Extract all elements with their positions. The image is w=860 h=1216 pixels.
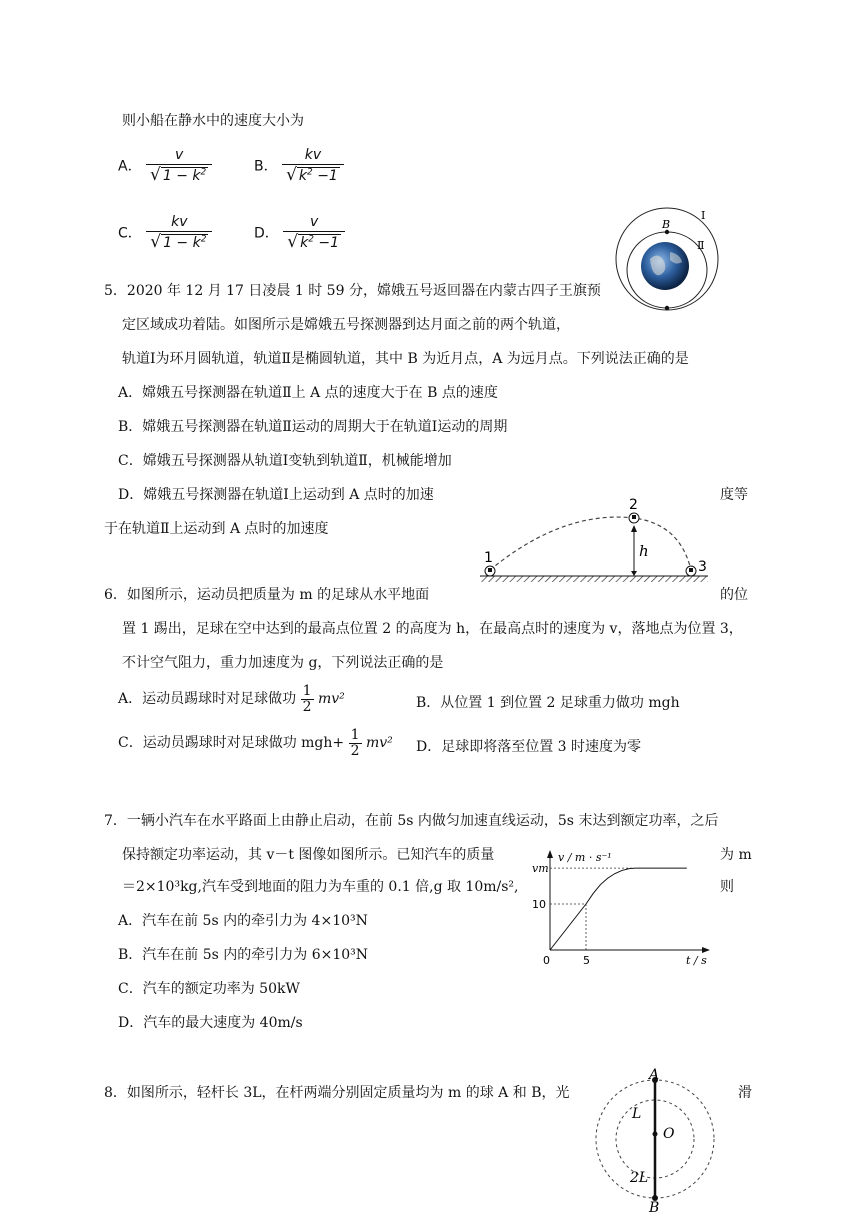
den-text: k xyxy=(298,168,308,185)
option-d xyxy=(254,215,345,252)
question-6-line3: 不计空气阻力，重力加速度为 g，下列说法正确的是 xyxy=(122,655,444,671)
option-formula: mv² xyxy=(317,691,345,708)
numerator: v xyxy=(175,147,184,163)
fraction xyxy=(146,148,212,185)
question-7-line2-tail: 为 m xyxy=(720,847,752,863)
label-position-2: 2 xyxy=(629,497,638,513)
den-text: k xyxy=(300,235,309,252)
question-8-line1: 8．如图所示，轻杆长 3L，在杆两端分别固定质量均为 m 的球 A 和 B，光 xyxy=(104,1085,570,1101)
question-6-option-a xyxy=(118,684,345,714)
question-7-option-a: A．汽车在前 5s 内的牵引力为 4×10³N xyxy=(118,913,368,929)
question-5-option-d: D．嫦娥五号探测器在轨道Ⅰ上运动到 A 点时的加速 xyxy=(118,487,434,503)
orbit-figure xyxy=(612,204,724,314)
question-5-option-a: A．嫦娥五号探测器在轨道Ⅱ上 A 点的速度大于在 B 点的速度 xyxy=(118,385,498,401)
den-sup: 2 xyxy=(200,167,207,178)
ground-hatch xyxy=(480,576,708,582)
option-b xyxy=(254,148,344,185)
point-a xyxy=(665,306,669,310)
label-orbit-ii: Ⅱ xyxy=(697,239,705,252)
option-formula: mv² xyxy=(365,735,393,752)
vt-chart xyxy=(530,846,716,970)
option-c xyxy=(118,215,212,252)
option-label: D． xyxy=(254,225,279,242)
question-8-line1-tail: 滑 xyxy=(738,1085,752,1101)
numerator: 1 xyxy=(302,683,312,699)
label-h: h xyxy=(639,542,649,560)
series-line-0 xyxy=(550,904,586,950)
question-6-line1: 6．如图所示，运动员把质量为 m 的足球从水平地面 xyxy=(104,587,430,603)
den-sup: 2 xyxy=(308,234,314,245)
question-7-option-d: D．汽车的最大速度为 40m/s xyxy=(118,1015,303,1031)
den-tail: −1 xyxy=(312,168,338,185)
numerator: 1 xyxy=(350,727,360,743)
denominator xyxy=(282,164,344,185)
label-a: A xyxy=(649,1068,660,1083)
question-6-option-d: D．足球即将落至位置 3 时速度为零 xyxy=(416,739,642,755)
question-text: 则小船在静水中的速度大小为 xyxy=(122,113,304,129)
option-label: B． xyxy=(254,158,278,175)
label-orbit-i: Ⅰ xyxy=(701,209,706,222)
question-7-line2: 保持额定功率运动，其 v－t 图像如图所示。已知汽车的质量 xyxy=(122,847,495,863)
option-label: A． xyxy=(118,158,142,175)
den-sup: 2 xyxy=(307,167,313,178)
option-text: C．运动员踢球时对足球做功 mgh+ xyxy=(118,735,345,752)
numerator: v xyxy=(309,214,319,230)
question-6-option-c xyxy=(118,728,393,758)
question-5-line1: 5．2020 年 12 月 17 日凌晨 1 时 59 分，嫦娥五号返回器在内蒙古四子王旗预 xyxy=(104,283,601,299)
fraction-half xyxy=(349,728,362,758)
denominator: 2 xyxy=(302,698,312,715)
option-label: C． xyxy=(118,225,142,242)
denominator xyxy=(146,164,212,185)
fraction xyxy=(283,215,345,252)
question-5-option-c: C．嫦娥五号探测器从轨道Ⅰ变轨到轨道Ⅱ，机械能增加 xyxy=(118,453,452,469)
label-b: B xyxy=(662,218,671,231)
y-axis-label: v / m · s⁻¹ xyxy=(558,851,612,864)
question-5-option-b: B．嫦娥五号探测器在轨道Ⅱ运动的周期大于在轨道Ⅰ运动的周期 xyxy=(118,419,508,435)
label-position-3: 3 xyxy=(698,559,707,575)
origin-label: 0 xyxy=(543,954,550,967)
fraction xyxy=(146,215,212,252)
trajectory-figure xyxy=(468,496,718,584)
den-text: 1 − k xyxy=(162,168,201,185)
question-7-line1: 7．一辆小汽车在水平路面上由静止启动，在前 5s 内做匀加速直线运动，5s 末达到额定功率，之后 xyxy=(104,813,719,829)
numerator: kv xyxy=(304,147,322,163)
question-5-line3: 轨道Ⅰ为环月圆轨道，轨道Ⅱ是椭圆轨道，其中 B 为近月点，A 为远月点。下列说法正确的是 xyxy=(122,351,689,367)
label-o: O xyxy=(663,1126,675,1142)
den-sup: 2 xyxy=(200,234,207,245)
x-axis-label: t / s xyxy=(686,954,707,967)
y-tick-10: 10 xyxy=(532,898,546,911)
label-b: B xyxy=(649,1200,660,1214)
question-6-option-b: B．从位置 1 到位置 2 足球重力做功 mgh xyxy=(416,695,680,711)
question-5-option-d-tail: 度等 xyxy=(720,487,748,503)
question-6-line1-tail: 的位 xyxy=(720,587,748,603)
label-a: A xyxy=(665,291,673,304)
ball-path xyxy=(490,517,691,570)
label-l: L xyxy=(632,1106,642,1122)
pivot-o xyxy=(653,1132,658,1137)
option-a xyxy=(118,148,212,185)
question-7-line3: ＝2×10³kg,汽车受到地面的阻力为车重的 0.1 倍,g 取 10m/s², xyxy=(122,879,519,895)
fraction xyxy=(282,148,344,185)
denominator: 2 xyxy=(350,742,360,759)
fraction-half xyxy=(301,684,314,714)
numerator: kv xyxy=(171,214,188,230)
series-line-1 xyxy=(586,868,636,904)
rod-figure xyxy=(592,1068,718,1214)
denominator xyxy=(283,231,345,252)
den-text: 1 − k xyxy=(163,235,201,252)
question-5-option-d-cont: 于在轨道Ⅱ上运动到 A 点时的加速度 xyxy=(104,521,329,537)
question-7-option-c: C．汽车的额定功率为 50kW xyxy=(118,981,300,997)
den-tail: −1 xyxy=(313,235,340,252)
question-5-line2: 定区域成功着陆。如图所示是嫦娥五号探测器到达月面之前的两个轨道， xyxy=(122,317,570,333)
x-tick-5: 5 xyxy=(583,954,590,967)
y-tick-vm: vm xyxy=(532,862,549,876)
label-2l: 2L xyxy=(630,1170,649,1186)
denominator xyxy=(146,231,212,252)
question-6-line2: 置 1 踢出，足球在空中达到的最高点位置 2 的高度为 h，在最高点时的速度为 v，落地点为位置 3， xyxy=(122,621,743,637)
label-position-1: 1 xyxy=(484,550,493,566)
question-7-line3-tail: 则 xyxy=(720,879,734,895)
option-text: A．运动员踢球时对足球做功 xyxy=(118,691,297,708)
question-7-option-b: B．汽车在前 5s 内的牵引力为 6×10³N xyxy=(118,947,369,963)
